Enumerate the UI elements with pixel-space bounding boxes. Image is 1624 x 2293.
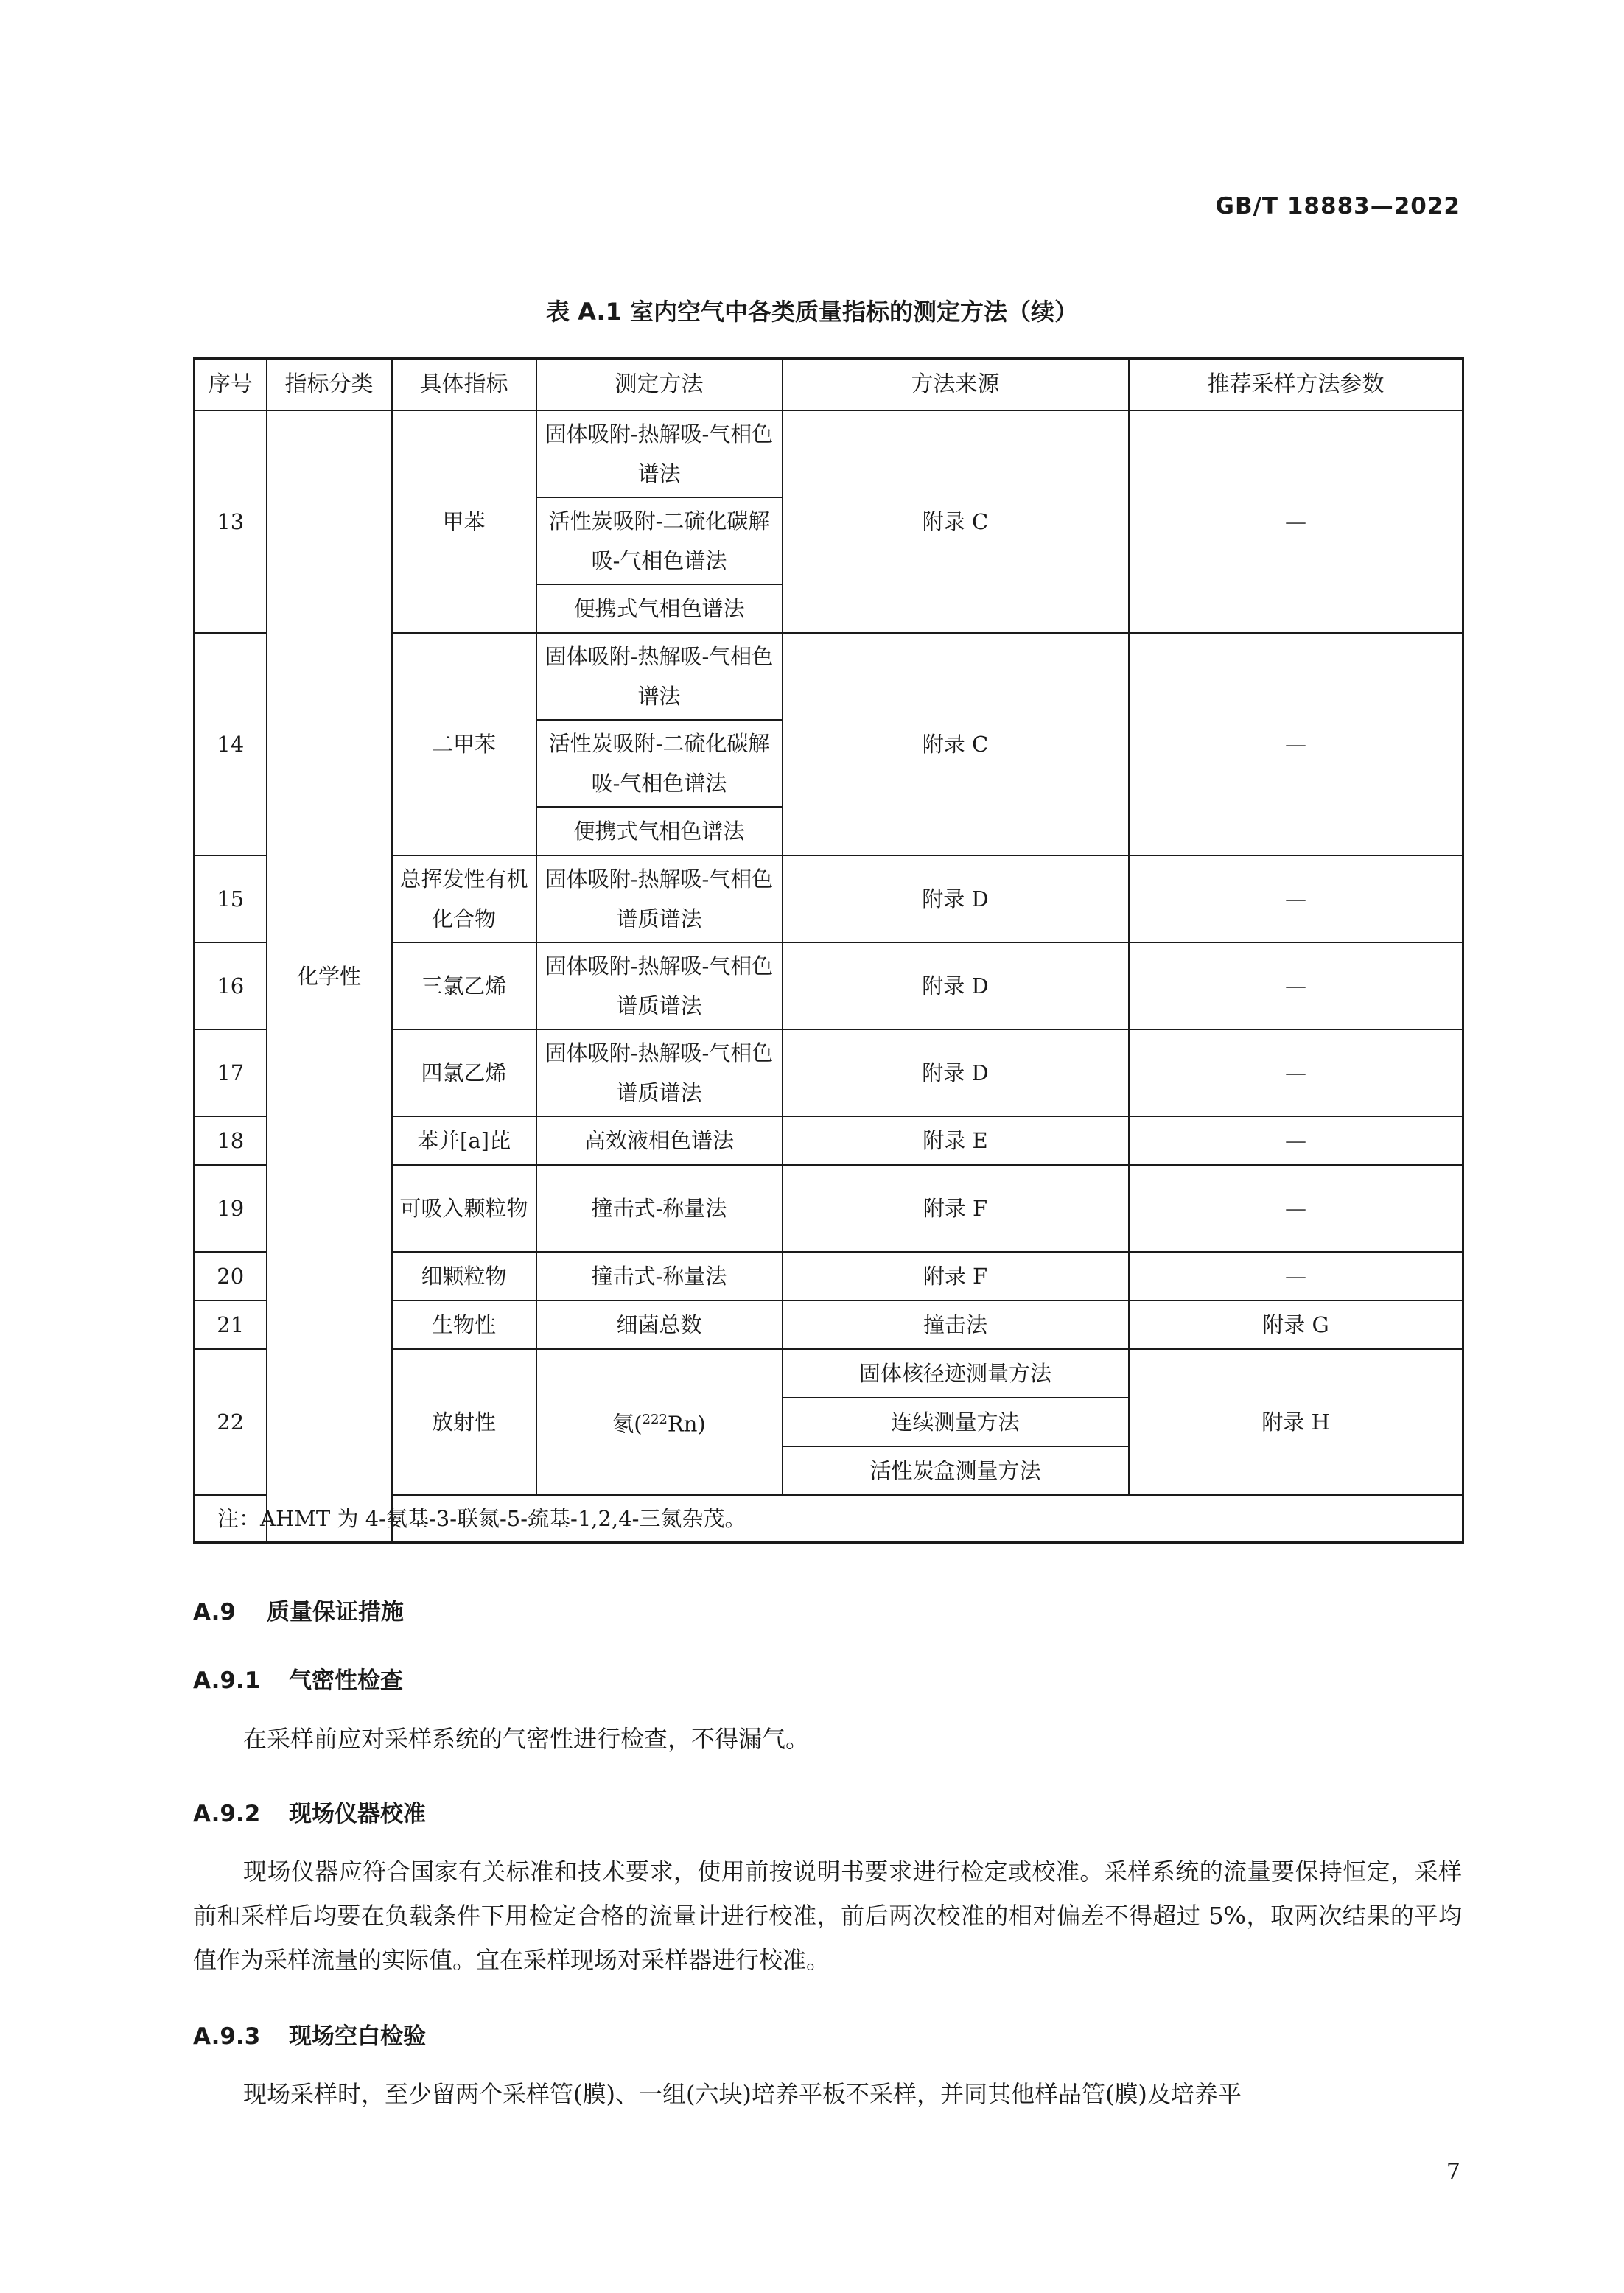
col-header-param: 推荐采样方法参数 [1129,359,1463,411]
method: 固体吸附-热解吸-气相色谱质谱法 [536,1029,783,1116]
section-heading-a9-2 [193,1795,426,1828]
section-title: 现场空白检验 [289,2023,426,2050]
source: 附录 D [783,855,1129,942]
methods-table [193,357,1464,1544]
method: 固体吸附-热解吸-气相色谱质谱法 [536,855,783,942]
param: — [1129,1116,1463,1165]
section-heading-a9 [193,1593,404,1626]
method: 固体吸附-热解吸-气相色谱质谱法 [536,942,783,1029]
param: — [1129,1252,1463,1300]
method: 固体吸附-热解吸-气相色谱法 [536,633,783,720]
param: — [1129,1165,1463,1252]
indicator [536,1349,783,1495]
source: 附录 H [1129,1349,1463,1495]
param: — [1129,410,1463,633]
category-radioactive: 放射性 [392,1349,536,1495]
row-no: 21 [195,1300,267,1349]
row-no: 19 [195,1165,267,1252]
method: 活性炭盒测量方法 [783,1446,1129,1495]
method: 撞击式-称量法 [536,1252,783,1300]
table-note-row [195,1495,1463,1543]
method: 活性炭吸附-二硫化碳解吸-气相色谱法 [536,497,783,584]
indicator: 细颗粒物 [392,1252,536,1300]
param: — [1129,1029,1463,1116]
param: — [1129,855,1463,942]
section-text-a9-3: 现场采样时，至少留两个采样管(膜)、一组(六块)培养平板不采样，并同其他样品管(膜)及培养平 [243,2080,1242,2108]
section-title: 质量保证措施 [267,1599,404,1625]
section-text-a9-2: 现场仪器应符合国家有关标准和技术要求，使用前按说明书要求进行检定或校准。采样系统的流量要保持恒定，采样前和采样后均要在负载条件下用检定合格的流量计进行校准，前后两次校准的相对偏差不得超过 5%，取两次结果的平均值作为采样流量的实际值。宜在采样现场对采样器进行校准。 [193,1858,1462,1974]
section-title: 气密性检查 [289,1667,403,1694]
section-number: A.9 [193,1599,236,1625]
row-no: 14 [195,633,267,855]
section-title: 现场仪器校准 [289,1801,426,1827]
indicator-suffix: Rn) [667,1411,706,1437]
indicator: 甲苯 [392,410,536,633]
method: 撞击式-称量法 [536,1165,783,1252]
section-number: A.9.2 [193,1801,261,1827]
col-header-source: 方法来源 [783,359,1129,411]
col-header-category: 指标分类 [267,359,392,411]
indicator: 苯并[a]芘 [392,1116,536,1165]
indicator: 可吸入颗粒物 [392,1165,536,1252]
row-no: 15 [195,855,267,942]
table-row [195,410,1463,497]
col-header-method: 测定方法 [536,359,783,411]
section-heading-a9-1 [193,1662,403,1695]
source: 附录 C [783,410,1129,633]
row-no: 16 [195,942,267,1029]
indicator: 总挥发性有机化合物 [392,855,536,942]
indicator: 细菌总数 [536,1300,783,1349]
source: 附录 F [783,1165,1129,1252]
row-no: 22 [195,1349,267,1495]
indicator: 四氯乙烯 [392,1029,536,1116]
param: — [1129,633,1463,855]
param: — [1129,942,1463,1029]
section-number: A.9.3 [193,2023,261,2050]
table-note: 注：AHMT 为 4-氨基-3-联氮-5-巯基-1,2,4-三氮杂茂。 [195,1495,1463,1543]
row-no: 20 [195,1252,267,1300]
isotope-superscript: 222 [642,1412,668,1428]
method: 连续测量方法 [783,1398,1129,1446]
row-no: 13 [195,410,267,633]
indicator: 三氯乙烯 [392,942,536,1029]
source: 附录 G [1129,1300,1463,1349]
source: 附录 E [783,1116,1129,1165]
row-no: 18 [195,1116,267,1165]
table-header-row [195,359,1463,411]
category-chemical: 化学性 [267,410,392,1543]
standard-number: GB/T 18883—2022 [1215,193,1460,220]
category-biological: 生物性 [392,1300,536,1349]
page-number: 7 [1446,2159,1460,2185]
method: 高效液相色谱法 [536,1116,783,1165]
col-header-indicator: 具体指标 [392,359,536,411]
section-number: A.9.1 [193,1667,261,1694]
source: 附录 F [783,1252,1129,1300]
source: 附录 D [783,1029,1129,1116]
method: 固体核径迹测量方法 [783,1349,1129,1398]
method: 便携式气相色谱法 [536,584,783,633]
method: 活性炭吸附-二硫化碳解吸-气相色谱法 [536,720,783,807]
table-caption: 表 A.1 室内空气中各类质量指标的测定方法（续） [545,298,1079,326]
method: 撞击法 [783,1300,1129,1349]
method: 便携式气相色谱法 [536,807,783,855]
source: 附录 C [783,633,1129,855]
indicator: 二甲苯 [392,633,536,855]
section-heading-a9-3 [193,2017,426,2051]
indicator-prefix: 氡( [612,1411,643,1437]
col-header-no: 序号 [195,359,267,411]
section-text-a9-1: 在采样前应对采样系统的气密性进行检查，不得漏气。 [243,1725,810,1753]
method: 固体吸附-热解吸-气相色谱法 [536,410,783,497]
row-no: 17 [195,1029,267,1116]
source: 附录 D [783,942,1129,1029]
